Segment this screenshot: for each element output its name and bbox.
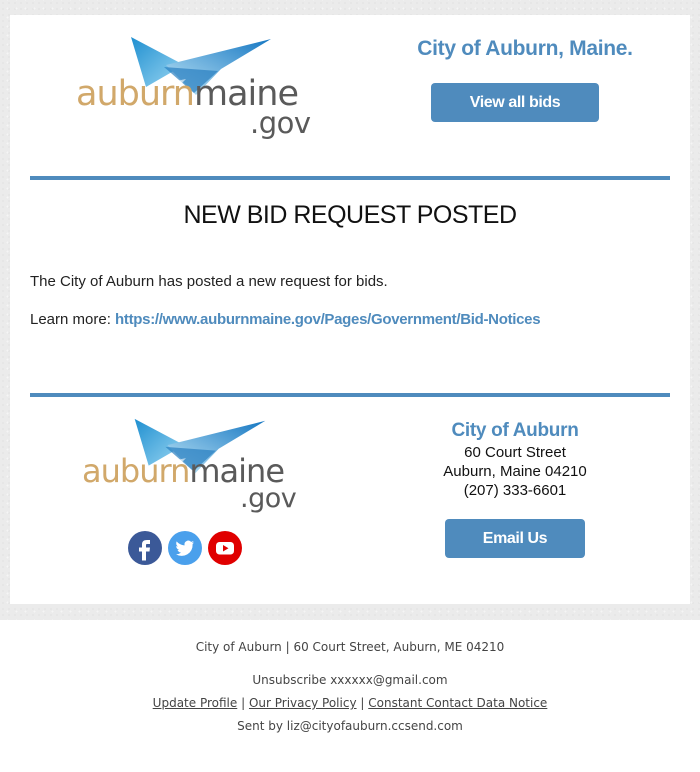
auburn-logo[interactable]	[76, 35, 311, 140]
view-all-bids-label: View all bids	[469, 94, 561, 111]
logo-word-maine: maine	[194, 74, 298, 114]
learn-more-label: Learn more:	[30, 311, 116, 328]
auburn-logo-footer[interactable]	[82, 417, 297, 512]
facebook-glyph-icon	[128, 531, 162, 565]
logo-word-maine: maine	[189, 452, 284, 490]
email-card	[10, 15, 690, 604]
page-headline: NEW BID REQUEST POSTED	[183, 201, 517, 229]
link-separator: |	[241, 696, 246, 710]
unsubscribe-link[interactable]: Unsubscribe	[252, 673, 327, 687]
footer-city-state-zip: Auburn, Maine 04210	[443, 463, 587, 480]
link-separator: |	[360, 696, 365, 710]
data-notice-link[interactable]: Constant Contact Data Notice	[368, 696, 548, 710]
privacy-policy-link[interactable]: Our Privacy Policy	[248, 696, 357, 710]
logo-word-auburn: auburn	[76, 74, 194, 114]
logo-gov: .gov	[240, 483, 297, 514]
update-profile-link[interactable]: Update Profile	[152, 696, 238, 710]
youtube-play-icon	[208, 531, 242, 565]
sent-by-line: Sent by liz@cityofauburn.ccsend.com	[237, 719, 463, 733]
unsubscribe-line	[0, 673, 700, 687]
email-us-button[interactable]	[445, 519, 585, 558]
twitter-bird-icon	[168, 531, 202, 565]
email-us-label: Email Us	[482, 530, 548, 547]
facebook-icon[interactable]	[128, 531, 162, 565]
footer-address: City of Auburn | 60 Court Street, Auburn, ME 04210	[195, 640, 505, 654]
header-divider	[30, 176, 670, 180]
learn-more-line	[30, 311, 540, 328]
bid-notices-link[interactable]: https://www.auburnmaine.gov/Pages/Government/Bid-Notices	[115, 311, 541, 328]
logo-gov: .gov	[250, 106, 311, 140]
org-title: City of Auburn, Maine.	[417, 37, 633, 60]
youtube-icon[interactable]	[208, 531, 242, 565]
intro-text: The City of Auburn has posted a new request for bids.	[30, 273, 388, 290]
footer-org-name: City of Auburn	[451, 420, 579, 441]
view-all-bids-button[interactable]	[431, 83, 599, 122]
footer-links	[0, 696, 700, 710]
twitter-icon[interactable]	[168, 531, 202, 565]
logo-word-auburn: auburn	[82, 452, 190, 490]
footer-street: 60 Court Street	[464, 444, 566, 461]
footer-divider	[30, 393, 670, 397]
footer-phone: (207) 333-6601	[463, 482, 567, 499]
unsubscribe-email: xxxxxx@gmail.com	[330, 673, 448, 687]
